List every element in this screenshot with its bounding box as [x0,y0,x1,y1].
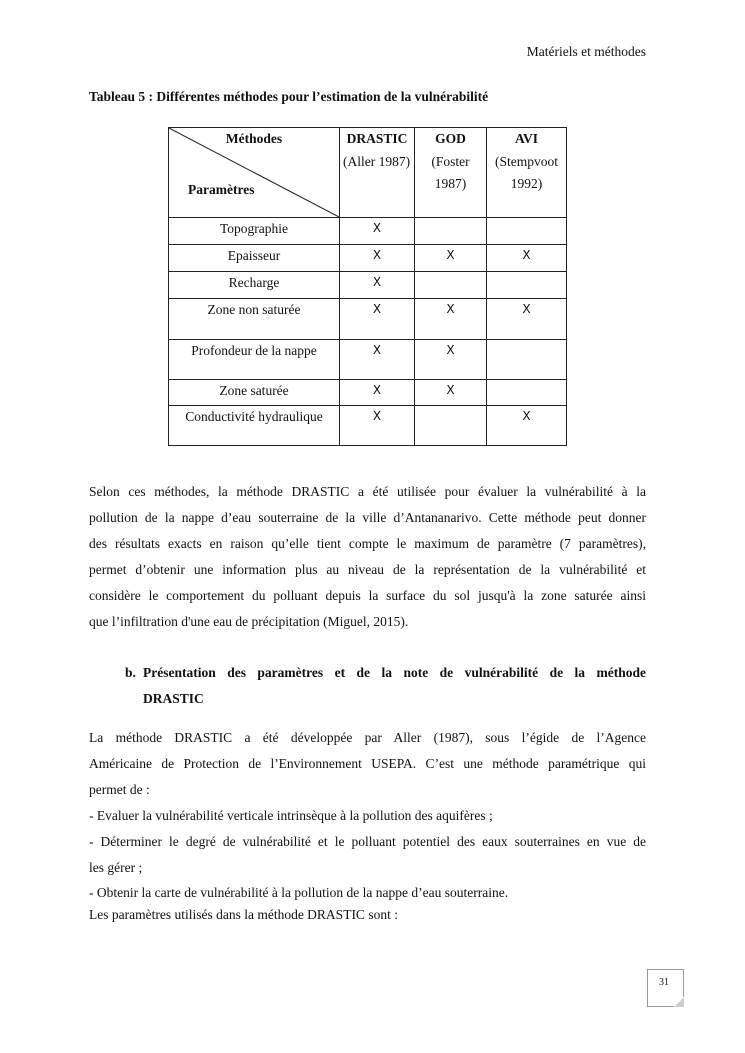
bullet-item: - Evaluer la vulnérabilité verticale intrinsèque à la pollution des aquifères ; [89,808,493,823]
cell-drastic: X [340,272,415,299]
bullet-item: - Déterminer le degré de vulnérabilité et le polluant potentiel des eaux souterraines en vue de [89,834,646,849]
paragraph-methods-selection [89,479,646,635]
bullet-item-continuation: les gérer ; [89,860,143,875]
cell-drastic: X [340,406,415,446]
text-line: pollution de la nappe d’eau souterraine de la ville d’Antananarivo. Cette méthode peut donner [89,510,646,525]
column-year: 1992) [510,176,543,191]
subheading-line: Présentation des paramètres et de la note de vulnérabilité de la méthode [143,665,646,680]
cell-avi: X [487,245,567,272]
column-name: DRASTIC [346,131,408,146]
column-header-avi [487,128,567,218]
column-name: GOD [435,131,466,146]
table-header-row [169,128,567,218]
table-row [169,272,567,299]
paragraph-drastic-description [89,725,646,925]
cell-avi: X [487,299,567,340]
cell-drastic: X [340,340,415,380]
table-row [169,380,567,406]
text-line: permet d’obtenir une information plus au niveau de la représentation de la vulnérabilité et [89,562,646,577]
cell-avi [487,340,567,380]
text-line: Selon ces méthodes, la méthode DRASTIC a été utilisée pour évaluer la vulnérabilité à la [89,484,646,499]
cell-god [415,272,487,299]
cell-avi [487,380,567,406]
cell-god: X [415,340,487,380]
cell-avi [487,218,567,245]
methods-table [168,127,567,446]
column-header-drastic [340,128,415,218]
text-line: considère le comportement du polluant depuis la surface du sol jusqu'à la zone saturée ainsi [89,588,646,603]
column-header-god [415,128,487,218]
text-line: Les paramètres utilisés dans la méthode DRASTIC sont : [89,907,398,922]
cell-avi: X [487,406,567,446]
row-label: Zone non saturée [169,299,340,340]
cell-god: X [415,380,487,406]
row-label: Topographie [169,218,340,245]
cell-god: X [415,299,487,340]
running-header: Matériels et méthodes [526,44,646,59]
corner-label-parameters: Paramètres [188,182,255,197]
text-line: La méthode DRASTIC a été développée par Aller (1987), sous l’égide de l’Agence [89,730,646,745]
row-label: Profondeur de la nappe [169,340,340,380]
table-row [169,406,567,446]
row-label: Zone saturée [169,380,340,406]
cell-god [415,406,487,446]
subheading-line: DRASTIC [143,691,204,706]
column-name: AVI [514,131,538,146]
table-row [169,340,567,380]
text-line: que l’infiltration d'une eau de précipitation (Miguel, 2015). [89,614,409,629]
table-row [169,299,567,340]
page-number: 31 [659,977,669,988]
text-line: Américaine de Protection de l’Environnement USEPA. C’est une méthode paramétrique qui [89,756,646,771]
cell-avi [487,272,567,299]
cell-god: X [415,245,487,272]
cell-drastic: X [340,380,415,406]
column-year: 1987) [434,176,467,191]
page-number-badge [647,969,684,1007]
table-row [169,245,567,272]
text-line: permet de : [89,782,150,797]
text-line: des résultats exacts en raison qu’elle tient compte le maximum de paramètre (7 paramètres), [89,536,646,551]
diagonal-header-cell [169,128,340,218]
row-label: Conductivité hydraulique [169,406,340,446]
corner-label-methods: Méthodes [225,131,283,146]
subheading-letter: b. [125,665,136,680]
column-author: (Stempvoot [495,154,558,169]
row-label: Recharge [169,272,340,299]
table-caption: Tableau 5 : Différentes méthodes pour l’estimation de la vulnérabilité [89,89,489,104]
bullet-item: - Obtenir la carte de vulnérabilité à la pollution de la nappe d’eau souterraine. [89,885,509,900]
page-fold-icon [674,997,684,1007]
section-subheading [125,660,646,712]
table-row [169,218,567,245]
cell-drastic: X [340,245,415,272]
column-author: (Aller 1987) [343,154,411,169]
cell-drastic: X [340,299,415,340]
cell-drastic: X [340,218,415,245]
cell-god [415,218,487,245]
column-author: (Foster [431,154,470,169]
row-label: Epaisseur [169,245,340,272]
